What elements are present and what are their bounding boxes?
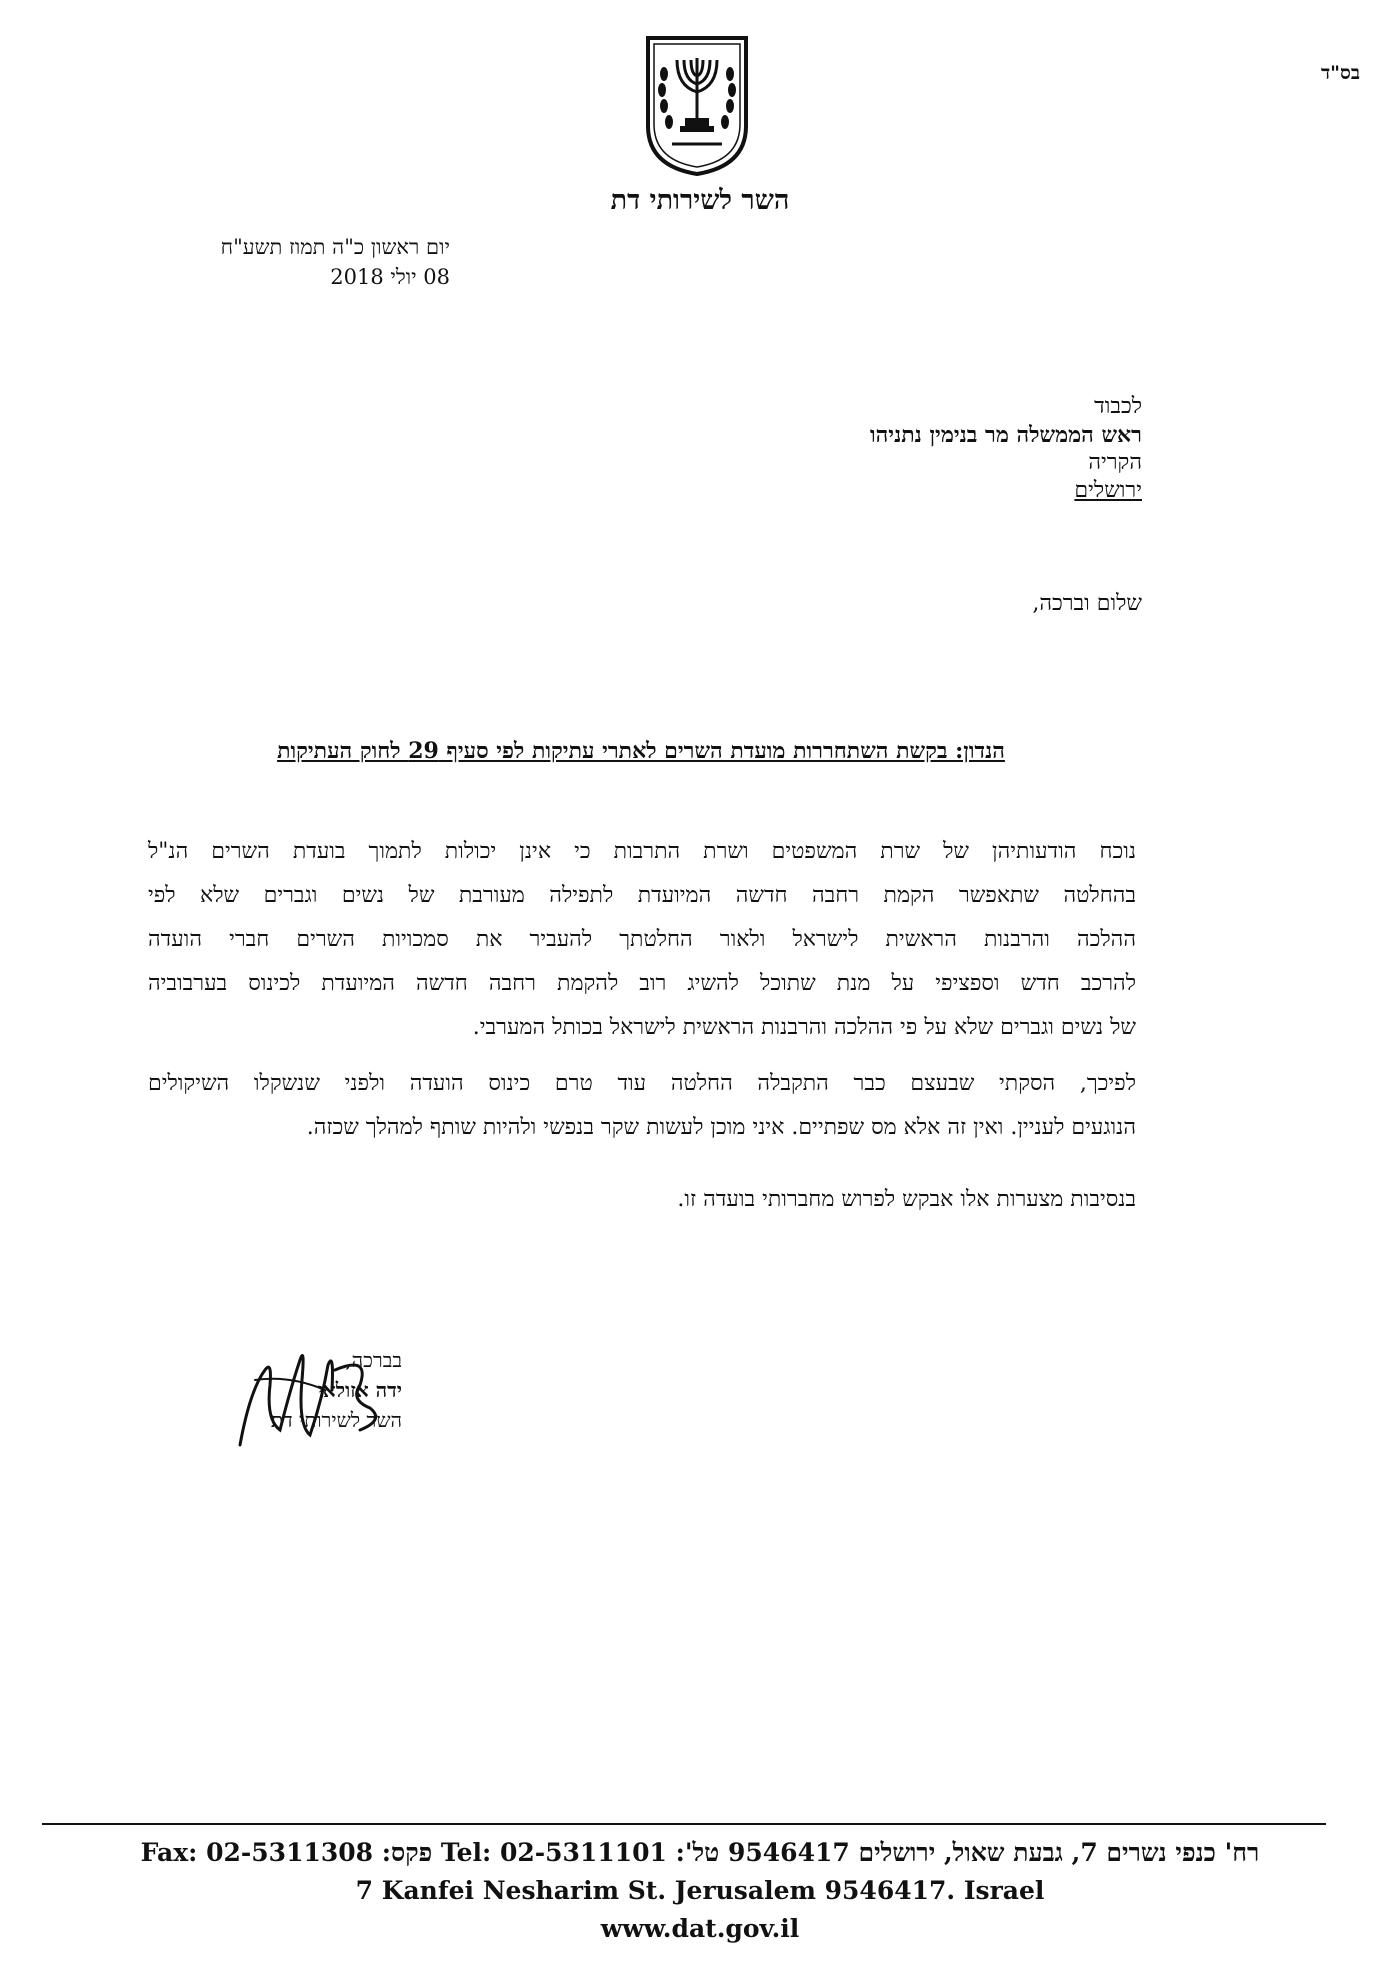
closing-blessing: בברכה,: [345, 1348, 402, 1372]
addressee-city: ירושלים: [1074, 478, 1142, 503]
text-line: של נשים וגברים שלא על פי ההלכה והרבנות הראשית לישראל בכותל המערבי.: [472, 1015, 1136, 1040]
hebrew-date: יום ראשון כ"ה תמוז תשע"ח: [220, 235, 450, 259]
text-line: בהחלטה שתאפשר הקמת רחבה חדשה המיועדת לתפילה מעורבת של נשים וגברים שלא לפי: [148, 883, 1136, 908]
footer-hebrew-address: רח' כנפי נשרים 7, גבעת שאול, ירושלים 9546417 טל': 02-5311101 :Tel פקס: 02-5311308 :Fax: [140, 1838, 1260, 1867]
footer-divider: [42, 1823, 1326, 1825]
addressee-honorific: לכבוד: [1094, 394, 1142, 419]
handwritten-signature: [210, 1330, 410, 1460]
text-line: הנוגעים לעניין. ואין זה אלא מס שפתיים. איני מוכן לעשות שקר בנפשי ולהיות שותף למהלך שכזה.: [306, 1115, 1136, 1140]
gregorian-date: 08 יולי 2018: [330, 265, 450, 289]
paragraph-1: [148, 830, 1136, 1050]
bsd-header: בס"ד: [1320, 62, 1360, 84]
addressee-place: הקריה: [1088, 450, 1142, 475]
menorah-emblem-icon: [642, 34, 752, 176]
text-line: נוכח הודעותיהן של שרת המשפטים ושרת התרבות כי אינן יכולות לתמוך בועדת השרים הנ"ל: [148, 839, 1136, 864]
text-line: לפיכך, הסקתי שבעצם כבר התקבלה החלטה עוד טרם כינוס הועדה ולפני שנשקלו השיקולים: [148, 1071, 1136, 1096]
text-line: בנסיבות מצערות אלו אבקש לפרוש מחברותי בועדה זו.: [677, 1187, 1136, 1212]
text-line: להרכב חדש וספציפי על מנת שתוכל להשיג רוב להקמת רחבה חדשה המיועדת לכינוס בערבוביה: [148, 971, 1136, 996]
text-line: ההלכה והרבנות הראשית לישראל ולאור החלטתך להעביר את סמכויות השרים חברי הועדה: [148, 927, 1136, 952]
paragraph-2: [148, 1062, 1136, 1150]
footer-english-address: 7 Kanfei Nesharim St. Jerusalem 9546417. Israel: [355, 1876, 1045, 1905]
date-block: [150, 232, 450, 292]
greeting: שלום וברכה,: [1032, 591, 1142, 616]
addressee-name: ראש הממשלה מר בנימין נתניהו: [870, 422, 1142, 448]
addressee-block: [642, 393, 1142, 505]
office-title: השר לשירותי דת: [610, 185, 790, 216]
paragraph-3: [148, 1178, 1136, 1222]
subject-line: הנדון: בקשת השתחררות מועדת השרים לאתרי עתיקות לפי סעיף 29 לחוק העתיקות: [277, 738, 1005, 764]
footer-website: www.dat.gov.il: [600, 1914, 800, 1943]
signatory-title: השר לשירותי דת: [270, 1408, 402, 1432]
signatory-name: ידה אזולאי: [317, 1378, 402, 1402]
